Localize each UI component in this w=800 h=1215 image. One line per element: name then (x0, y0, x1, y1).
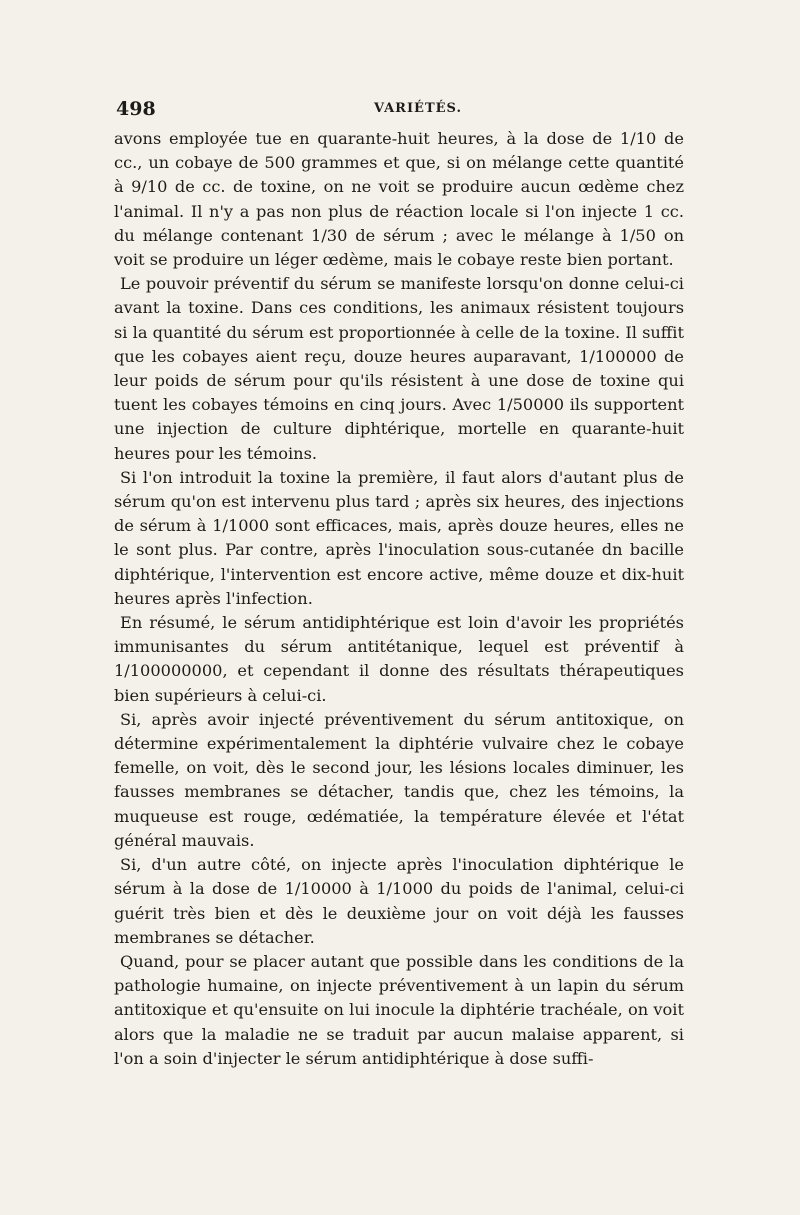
paragraph: En résumé, le sérum antidiphtérique est loin d'avoir les propriétés immunisantes du sérum antitétanique, lequel est préventif à 1/100000000, et cependant il donne des résultats thérapeutiques bien supérieurs à celui-ci. (114, 613, 684, 705)
body-text (114, 127, 684, 1071)
page-number: 498 (116, 98, 156, 120)
running-title: VARIÉTÉS. (374, 101, 462, 116)
page-header (116, 98, 682, 126)
paragraph: Le pouvoir préventif du sérum se manifeste lorsqu'on donne celui-ci avant la toxine. Dans ces conditions, les animaux résistent toujours si la quantité du sérum est proportionnée à celle de la toxine. Il suffit que les cobayes aient reçu, douze heures auparavant, 1/100000 de leur poids de sérum pour qu'ils résistent à une dose de toxine qui tuent les cobayes témoins en cinq jours. Avec 1/50000 ils supportent une injection de culture diphtérique, mortelle en quarante-huit heures pour les témoins. (114, 274, 684, 463)
paragraph: Si, après avoir injecté préventivement du sérum antitoxique, on détermine expérimentalement la diphtérie vulvaire chez le cobaye femelle, on voit, dès le second jour, les lésions locales diminuer, les fausses membranes se détacher, tandis que, chez les témoins, la muqueuse est rouge, œdématiée, la température élevée et l'état général mauvais. (114, 709, 684, 850)
paragraph: Si l'on introduit la toxine la première, il faut alors d'autant plus de sérum qu'on est intervenu plus tard ; après six heures, des injections de sérum à 1/1000 sont efficaces, mais, après douze heures, elles ne le sont plus. Par contre, après l'inoculation sous-cutanée dn bacille diphtérique, l'intervention est encore active, même douze et dix-huit heures après l'infection. (114, 467, 684, 608)
paragraph: Quand, pour se placer autant que possible dans les conditions de la pathologie humaine, on injecte préventivement à un lapin du sérum antitoxique et qu'ensuite on lui inocule la diphtérie trachéale, on voit alors que la maladie ne se traduit par aucun malaise apparent, si l'on a soin d'injecter le sérum antidiphtérique à dose suffi- (114, 951, 684, 1068)
paragraph: Si, d'un autre côté, on injecte après l'inoculation diphtérique le sérum à la dose de 1/10000 à 1/1000 du poids de l'animal, celui-ci guérit très bien et dès le deuxième jour on voit déjà les fausses membranes se détacher. (114, 855, 684, 947)
paragraph: avons employée tue en quarante-huit heures, à la dose de 1/10 de cc., un cobaye de 500 grammes et que, si on mélange cette quantité à 9/10 de cc. de toxine, on ne voit se produire aucun œdème chez l'animal. Il n'y a pas non plus de réaction locale si l'on injecte 1 cc. du mélange contenant 1/30 de sérum ; avec le mélange à 1/50 on voit se produire un léger œdème, mais le cobaye reste bien portant. (114, 129, 684, 270)
